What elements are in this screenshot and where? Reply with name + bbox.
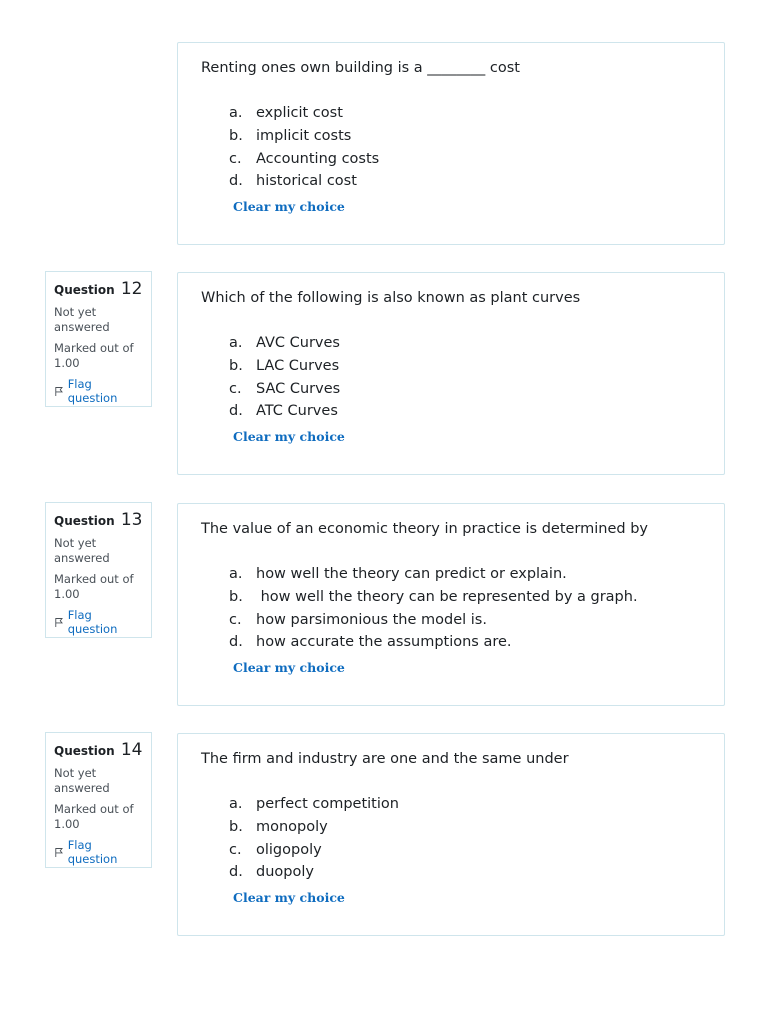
option-letter: d. [229, 403, 243, 420]
question-label: Question [54, 514, 115, 528]
clear-choice-link[interactable]: Clear my choice [233, 890, 345, 905]
answer-status: Not yet answered [54, 536, 110, 565]
answer-list [229, 563, 638, 654]
question-text: The firm and industry are one and the same under [201, 751, 569, 767]
option-letter: c. [229, 841, 242, 858]
question-13-info [45, 502, 152, 638]
flag-question-button[interactable] [54, 377, 143, 405]
answer-option-b[interactable] [229, 125, 379, 148]
question-label: Question [54, 744, 115, 758]
question-13-card [177, 503, 725, 706]
answer-option-d[interactable] [229, 400, 340, 423]
question-label: Question [54, 283, 115, 297]
clear-choice-link[interactable]: Clear my choice [233, 429, 345, 444]
flag-icon [54, 847, 65, 858]
answer-option-d[interactable] [229, 631, 638, 654]
answer-option-d[interactable] [229, 170, 379, 193]
question-text: The value of an economic theory in practice is determined by [201, 521, 649, 537]
option-text: implicit costs [256, 128, 352, 145]
option-letter: b. [229, 589, 243, 606]
clear-choice-link[interactable]: Clear my choice [233, 199, 345, 214]
answer-list [229, 102, 379, 193]
option-text: LAC Curves [256, 358, 340, 375]
question-num: 12 [120, 279, 143, 299]
answer-option-b[interactable] [229, 586, 638, 609]
flag-icon [54, 386, 65, 397]
question-num: 14 [120, 740, 143, 760]
question-number [54, 741, 143, 760]
question-14-info [45, 732, 152, 868]
marked-out-of: Marked out of 1.00 [54, 802, 134, 831]
option-text: how well the theory can be represented by a graph. [256, 589, 638, 606]
option-text: oligopoly [256, 841, 322, 858]
answer-option-a[interactable] [229, 102, 379, 125]
question-num: 13 [120, 510, 143, 530]
question-text: Which of the following is also known as plant curves [201, 290, 581, 306]
option-letter: c. [229, 150, 242, 167]
answer-status: Not yet answered [54, 305, 110, 334]
answer-option-a[interactable] [229, 332, 340, 355]
flag-icon [54, 617, 65, 628]
option-text: explicit cost [256, 105, 343, 122]
option-letter: d. [229, 634, 243, 651]
answer-option-b[interactable] [229, 355, 340, 378]
flag-question-button[interactable] [54, 838, 143, 866]
option-text: SAC Curves [256, 380, 341, 397]
answer-option-c[interactable] [229, 377, 340, 400]
question-12-card [177, 272, 725, 475]
option-text: AVC Curves [256, 335, 340, 352]
option-text: how well the theory can predict or explain. [256, 566, 567, 583]
option-text: ATC Curves [256, 403, 338, 420]
answer-list [229, 793, 399, 884]
option-letter: a. [229, 335, 243, 352]
question-number [54, 511, 143, 530]
answer-option-d[interactable] [229, 861, 399, 884]
question-14-card [177, 733, 725, 936]
question-12-info [45, 271, 152, 407]
flag-question-label: Flag question [67, 377, 118, 405]
option-letter: a. [229, 105, 243, 122]
option-letter: c. [229, 380, 242, 397]
flag-question-label: Flag question [67, 838, 118, 866]
option-text: monopoly [256, 819, 328, 836]
option-text: how accurate the assumptions are. [256, 634, 512, 651]
option-letter: d. [229, 173, 243, 190]
option-letter: b. [229, 358, 243, 375]
answer-option-a[interactable] [229, 563, 638, 586]
option-text: historical cost [256, 173, 357, 190]
flag-question-button[interactable] [54, 608, 143, 636]
option-text: perfect competition [256, 796, 399, 813]
answer-option-a[interactable] [229, 793, 399, 816]
option-text: duopoly [256, 864, 314, 881]
marked-out-of: Marked out of 1.00 [54, 572, 134, 601]
question-text: Renting ones own building is a ________ cost [201, 60, 520, 76]
option-letter: a. [229, 796, 243, 813]
clear-choice-link[interactable]: Clear my choice [233, 660, 345, 675]
answer-status: Not yet answered [54, 766, 110, 795]
question-number [54, 280, 143, 299]
answer-option-c[interactable] [229, 147, 379, 170]
answer-option-b[interactable] [229, 816, 399, 839]
option-letter: d. [229, 864, 243, 881]
option-letter: b. [229, 128, 243, 145]
answer-list [229, 332, 340, 423]
marked-out-of: Marked out of 1.00 [54, 341, 134, 370]
option-text: Accounting costs [256, 150, 380, 167]
option-text: how parsimonious the model is. [256, 611, 487, 628]
option-letter: b. [229, 819, 243, 836]
answer-option-c[interactable] [229, 608, 638, 631]
question-11-card [177, 42, 725, 245]
flag-question-label: Flag question [67, 608, 118, 636]
option-letter: a. [229, 566, 243, 583]
option-letter: c. [229, 611, 242, 628]
answer-option-c[interactable] [229, 838, 399, 861]
